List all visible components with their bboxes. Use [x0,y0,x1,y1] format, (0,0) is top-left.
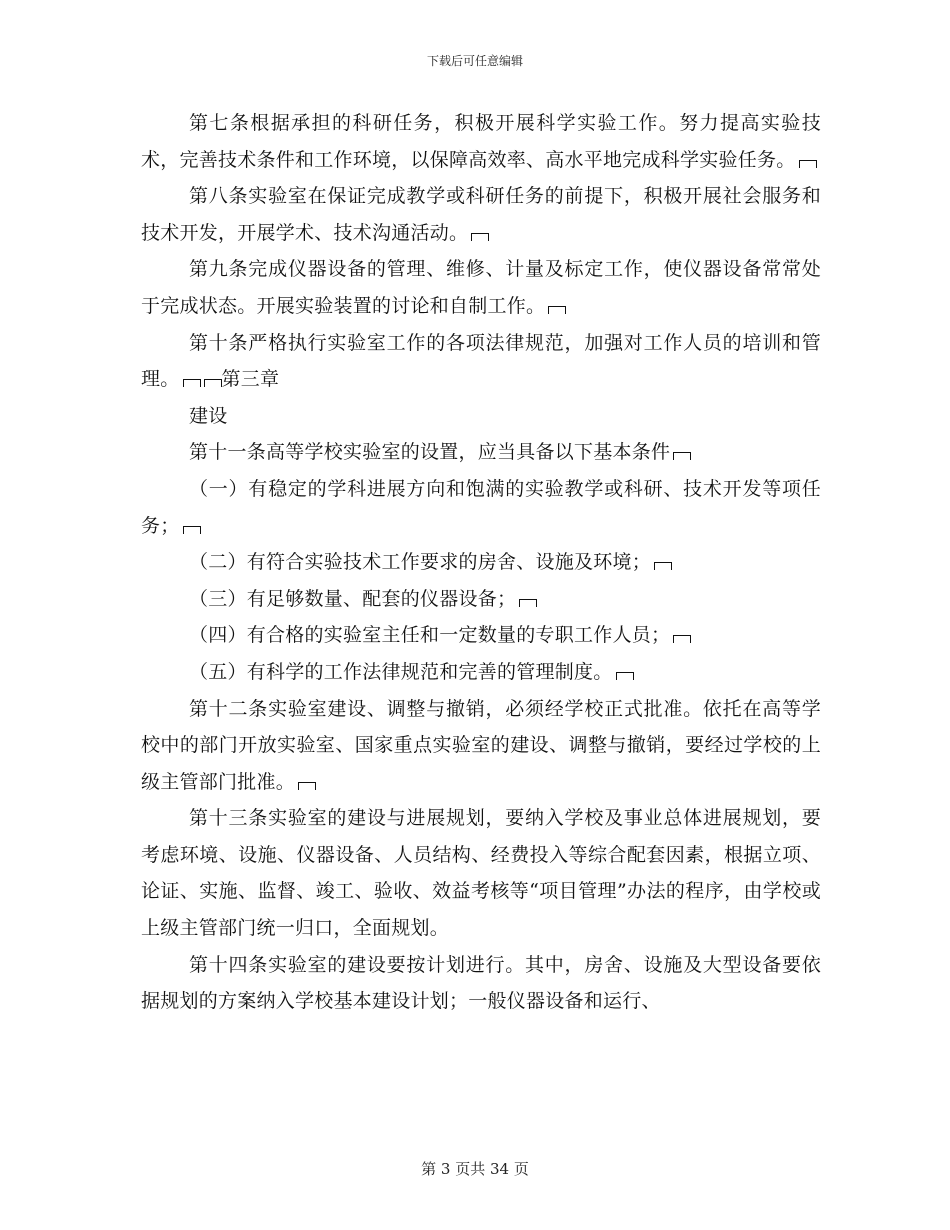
paragraph-text: （五）有科学的工作法律规范和完善的管理制度。 [189,660,613,683]
chapter-heading: 第三章 [221,368,280,391]
paragraph [141,325,821,398]
paragraph-mark-icon [799,160,817,168]
paragraph-mark-icon [204,379,222,387]
page-header: 下载后可任意编辑 [426,54,523,68]
paragraph-mark-icon [673,452,691,460]
document-body [141,105,821,1020]
paragraph-mark-icon [548,306,566,314]
paragraph [141,654,821,691]
paragraph-text: 第七条根据承担的科研任务，积极开展科学实验工作。努力提高实验技术，完善技术条件和工作环境，以保障高效率、高水平地完成科学实验任务。 [141,112,821,171]
paragraph-mark-icon [519,599,537,607]
paragraph-text: （一）有稳定的学科进展方向和饱满的实验教学或科研、技术开发等项任务； [141,477,821,537]
paragraph-mark-icon [616,672,634,680]
paragraph [141,691,821,801]
paragraph-text: 第八条实验室在保证完成教学或科研任务的前提下，积极开展社会服务和技术开发，开展学术、技术沟通活动。 [141,185,821,244]
paragraph-text: 建设 [189,404,228,427]
paragraph-text: 第十一条高等学校实验室的设置，应当具备以下基本条件 [189,441,671,464]
paragraph [141,617,821,654]
paragraph-text: 第十条严格执行实验室工作的各项法律规范，加强对工作人员的培训和管理。 [141,331,821,391]
paragraph-mark-icon [471,233,489,241]
paragraph [141,471,821,544]
page-number: 第 3 页共 34 页 [421,1160,529,1178]
paragraph [141,398,821,435]
paragraph [141,544,821,581]
paragraph [141,105,821,178]
paragraph [141,178,821,251]
paragraph-text: 第十三条实验室的建设与进展规划，要纳入学校及事业总体进展规划，要考虑环境、设施、仪器设备、人员结构、经费投入等综合配套因素，根据立项、论证、实施、监督、竣工、验收、效益考核等“项目管理”办法的程序，由学校或上级主管部门统一归口，全面规划。 [141,807,821,940]
paragraph-text: 第十二条实验室建设、调整与撤销，必须经学校正式批准。依托在高等学校中的部门开放实验室、国家重点实验室的建设、调整与撤销，要经过学校的上级主管部门批准。 [141,697,821,793]
paragraph-text: 第十四条实验室的建设要按计划进行。其中，房舍、设施及大型设备要依据规划的方案纳入学校基本建设计划；一般仪器设备和运行、 [141,953,821,1013]
paragraph-text: （四）有合格的实验室主任和一定数量的专职工作人员； [189,624,671,647]
paragraph-mark-icon [183,526,201,534]
paragraph-mark-icon [298,782,316,790]
paragraph [141,251,821,324]
paragraph-text: 第九条完成仪器设备的管理、维修、计量及标定工作，使仪器设备常常处于完成状态。开展实验装置的讨论和自制工作。 [141,258,821,317]
paragraph-text: （三）有足够数量、配套的仪器设备； [189,587,517,610]
paragraph-text: （二）有符合实验技术工作要求的房舍、设施及环境； [189,551,652,574]
paragraph-mark-icon [673,635,691,643]
paragraph [141,947,821,1020]
paragraph [141,800,821,946]
paragraph [141,434,821,471]
paragraph-mark-icon [183,379,201,387]
paragraph-mark-icon [654,562,672,570]
paragraph [141,581,821,618]
